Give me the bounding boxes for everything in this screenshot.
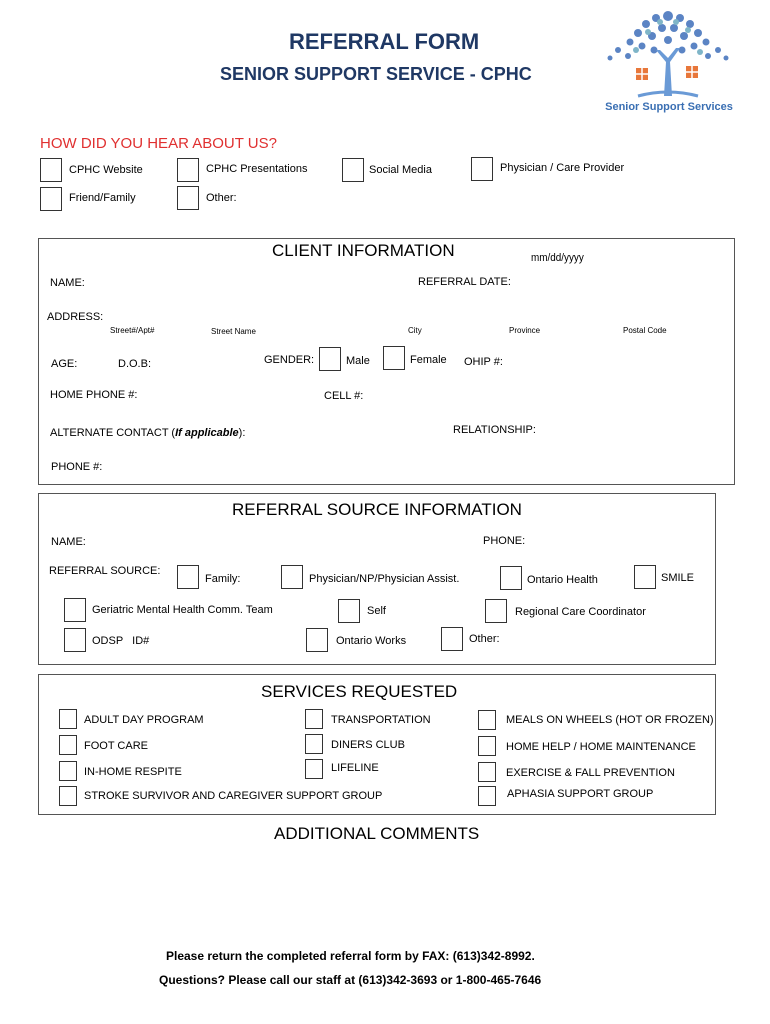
checkbox-other[interactable] xyxy=(177,186,199,210)
cell-label[interactable]: CELL #: xyxy=(324,390,364,402)
checkbox-other-source[interactable] xyxy=(441,627,463,651)
footer-fax-note: Please return the completed referral form by FAX: (613)342-8992. xyxy=(166,949,535,963)
option-label: Self xyxy=(367,605,386,617)
service-label: FOOT CARE xyxy=(84,740,148,752)
checkbox-aphasia-support[interactable] xyxy=(478,786,496,806)
service-label: DINERS CLUB xyxy=(331,739,405,751)
service-label: IN-HOME RESPITE xyxy=(84,766,182,778)
checkbox-family[interactable] xyxy=(177,565,199,589)
option-label: SMILE xyxy=(661,572,695,584)
additional-comments-heading: ADDITIONAL COMMENTS xyxy=(274,824,480,843)
address-city: City xyxy=(408,326,422,335)
home-phone-label[interactable]: HOME PHONE #: xyxy=(50,389,138,401)
service-label: TRANSPORTATION xyxy=(331,714,431,726)
address-label[interactable]: ADDRESS: xyxy=(47,311,104,323)
option-label: Geriatric Mental Health Comm. Team xyxy=(92,604,273,616)
checkbox-ontario-works[interactable] xyxy=(306,628,328,652)
service-label: EXERCISE & FALL PREVENTION xyxy=(506,767,675,779)
service-label: HOME HELP / HOME MAINTENANCE xyxy=(506,741,696,753)
service-label: ADULT DAY PROGRAM xyxy=(84,714,204,726)
address-street-number: Street#/Apt# xyxy=(110,326,155,335)
checkbox-self[interactable] xyxy=(338,599,360,623)
checkbox-transportation[interactable] xyxy=(305,709,323,729)
female-label: Female xyxy=(410,354,447,366)
male-label: Male xyxy=(346,355,370,367)
age-label[interactable]: AGE: xyxy=(51,358,78,370)
service-label: STROKE SURVIVOR AND CAREGIVER SUPPORT GROUP xyxy=(84,790,383,802)
client-name-label[interactable]: NAME: xyxy=(50,277,85,289)
address-postal-code: Postal Code xyxy=(623,326,667,335)
checkbox-meals-on-wheels[interactable] xyxy=(478,710,496,730)
referral-source-heading: REFERRAL SOURCE INFORMATION xyxy=(232,500,522,519)
page-subtitle: SENIOR SUPPORT SERVICE - CPHC xyxy=(220,64,532,84)
checkbox-friend-family[interactable] xyxy=(40,187,62,211)
option-label: Friend/Family xyxy=(69,192,136,204)
referral-date-label[interactable]: REFERRAL DATE: xyxy=(418,276,511,288)
checkbox-social-media[interactable] xyxy=(342,158,364,182)
option-label: Ontario Health xyxy=(527,574,598,586)
address-province: Province xyxy=(509,326,541,335)
gender-label: GENDER: xyxy=(264,354,315,366)
services-heading: SERVICES REQUESTED xyxy=(261,682,458,701)
referral-name-label[interactable]: NAME: xyxy=(51,536,86,548)
checkbox-geriatric-mental-health[interactable] xyxy=(64,598,86,622)
checkbox-in-home-respite[interactable] xyxy=(59,761,77,781)
checkbox-home-help[interactable] xyxy=(478,736,496,756)
option-label: Ontario Works xyxy=(336,635,407,647)
tree-logo-icon xyxy=(598,4,740,116)
option-label: Regional Care Coordinator xyxy=(515,606,646,618)
checkbox-diners-club[interactable] xyxy=(305,734,323,754)
option-label: Physician / Care Provider xyxy=(500,162,625,174)
ohip-label[interactable]: OHIP #: xyxy=(464,356,503,368)
option-label: Physician/NP/Physician Assist. xyxy=(309,573,460,585)
checkbox-regional-care-coordinator[interactable] xyxy=(485,599,507,623)
checkbox-foot-care[interactable] xyxy=(59,735,77,755)
checkbox-adult-day-program[interactable] xyxy=(59,709,77,729)
checkbox-exercise-fall-prevention[interactable] xyxy=(478,762,496,782)
alternate-phone-label[interactable]: PHONE #: xyxy=(51,461,103,473)
checkbox-cphc-website[interactable] xyxy=(40,158,62,182)
option-label: Other: xyxy=(206,192,237,204)
logo-text: Senior Support Services xyxy=(605,101,733,113)
option-label: CPHC Website xyxy=(69,164,143,176)
checkbox-odsp[interactable] xyxy=(64,628,86,652)
checkbox-lifeline[interactable] xyxy=(305,759,323,779)
address-street-name: Street Name xyxy=(211,327,256,336)
relationship-label[interactable]: RELATIONSHIP: xyxy=(453,424,536,436)
checkbox-stroke-survivor[interactable] xyxy=(59,786,77,806)
referral-phone-label[interactable]: PHONE: xyxy=(483,535,526,547)
service-label: MEALS ON WHEELS (HOT OR FROZEN) xyxy=(506,714,714,726)
option-label: Other: xyxy=(469,633,500,645)
additional-comments-field[interactable] xyxy=(38,850,735,940)
dob-label[interactable]: D.O.B: xyxy=(118,358,152,370)
option-label: CPHC Presentations xyxy=(206,163,308,175)
option-label: Social Media xyxy=(369,164,432,176)
option-label: Family: xyxy=(205,573,241,585)
checkbox-smile[interactable] xyxy=(634,565,656,589)
checkbox-physician[interactable] xyxy=(281,565,303,589)
logo xyxy=(598,4,740,116)
footer-contact-note: Questions? Please call our staff at (613)342-3693 or 1-800-465-7646 xyxy=(159,973,542,987)
checkbox-physician-care-provider[interactable] xyxy=(471,157,493,181)
client-information-heading: CLIENT INFORMATION xyxy=(272,241,455,260)
service-label: LIFELINE xyxy=(331,762,379,774)
checkbox-female[interactable] xyxy=(383,346,405,370)
date-format-hint: mm/dd/yyyy xyxy=(531,252,584,264)
referral-source-label: REFERRAL SOURCE: xyxy=(49,565,161,577)
service-label: APHASIA SUPPORT GROUP xyxy=(507,788,654,800)
page-title: REFERRAL FORM xyxy=(289,29,480,54)
option-label: ODSP ID# xyxy=(92,635,150,647)
checkbox-male[interactable] xyxy=(319,347,341,371)
checkbox-cphc-presentations[interactable] xyxy=(177,158,199,182)
alternate-contact-label[interactable]: ALTERNATE CONTACT (If applicable): xyxy=(50,427,246,439)
hear-about-heading: HOW DID YOU HEAR ABOUT US? xyxy=(40,135,277,152)
checkbox-ontario-health[interactable] xyxy=(500,566,522,590)
